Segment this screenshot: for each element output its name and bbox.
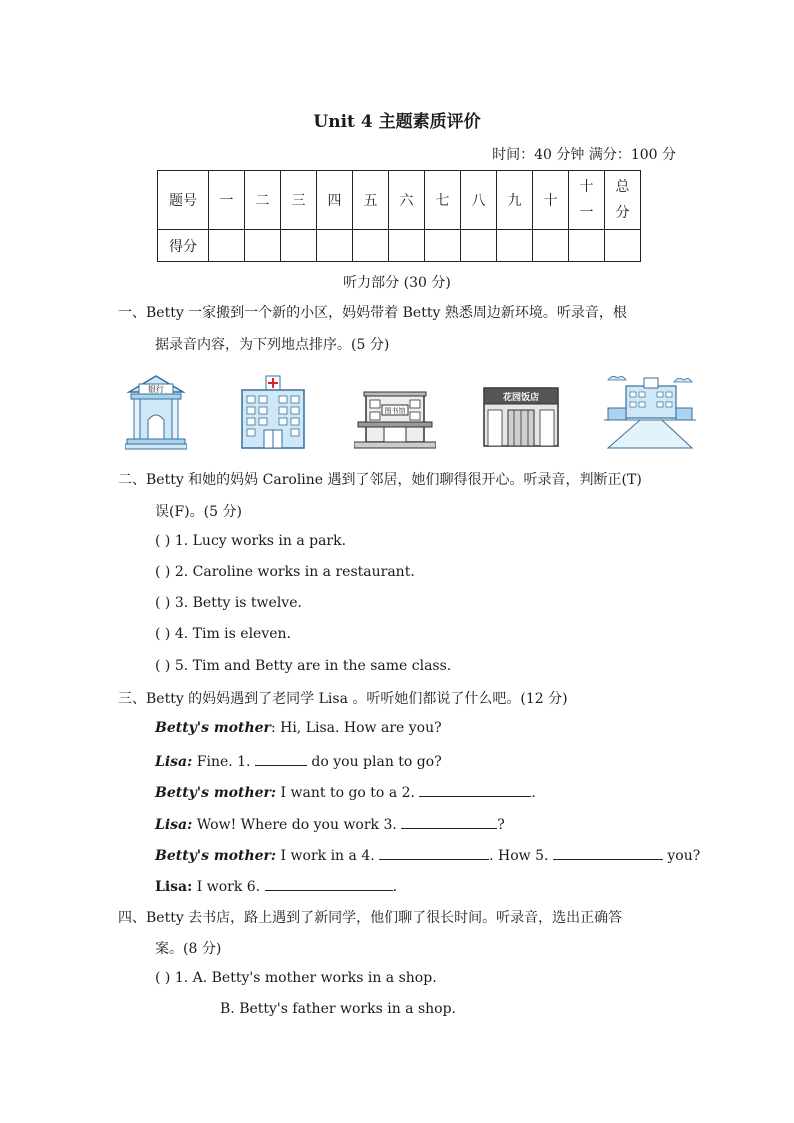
q2-line1: 二、Betty 和她的妈妈 Caroline 遇到了邻居，她们聊得很开心。听录音，判断正(T) [118,472,642,488]
dialog-text: Fine. 1. [192,754,255,770]
q2-item-1[interactable]: ( ) 1. Lucy works in a park. [155,533,347,549]
blank-4[interactable] [379,845,489,860]
score-cell[interactable] [353,230,389,262]
q4-line2: 案。(8 分) [155,941,222,957]
col-total [605,171,641,230]
col-11-top: 十 [579,179,594,195]
dialog-text: : Hi, Lisa. How are you? [270,720,442,736]
speaker: Betty's mother: [155,848,277,864]
blank-6[interactable] [265,876,393,891]
q3-dialog-2 [155,751,442,770]
bookstore-building-image [354,372,436,450]
score-cell[interactable] [605,230,641,262]
dialog-text: I work 6. [192,879,265,895]
speaker: Lisa: [155,879,193,895]
dialog-text: . [392,879,398,895]
dialog-text: ? [497,817,505,833]
speaker: Lisa: [155,754,193,770]
col-3: 三 [281,171,317,230]
q4-item-1-option-a[interactable]: ( ) 1. A. Betty's mother works in a shop. [155,970,437,986]
bookstore-sign: 图书馆 [384,407,406,415]
col-11-bottom: 一 [579,205,594,221]
shop-sign: 花园饭店 [502,393,540,403]
q2-item-2[interactable]: ( ) 2. Caroline works in a restaurant. [155,564,415,580]
score-cell[interactable] [389,230,425,262]
score-cell[interactable] [425,230,461,262]
header-label: 题号 [158,171,209,230]
score-cell[interactable] [533,230,569,262]
col-9: 九 [497,171,533,230]
col-1: 一 [209,171,245,230]
q3-line1: 三、Betty 的妈妈遇到了老同学 Lisa 。听听她们都说了什么吧。(12 分) [118,691,568,707]
shop-building-image [480,372,562,450]
dialog-text: . How 5. [489,848,553,864]
q3-dialog-1 [155,720,442,736]
q3-dialog-5 [155,845,700,864]
score-cell[interactable] [461,230,497,262]
page-title: Unit 4 主题素质评价 [313,112,481,132]
q4-line1: 四、Betty 去书店，路上遇到了新同学，他们聊了很长时间。听录音，选出正确答 [118,910,623,926]
listening-heading: 听力部分 (30 分) [343,275,451,291]
col-11 [569,171,605,230]
blank-1[interactable] [255,751,307,766]
dialog-text: I work in a 4. [276,848,380,864]
dialog-text: Wow! Where do you work 3. [192,817,402,833]
q2-line2: 误(F)。(5 分) [155,504,242,520]
dialog-text: you? [662,848,701,864]
dialog-text: . [531,785,536,801]
dialog-text: do you plan to go? [306,754,442,770]
col-6: 六 [389,171,425,230]
speaker: Betty's mother [155,720,271,736]
score-cell[interactable] [569,230,605,262]
q3-dialog-6 [155,876,397,895]
col-5: 五 [353,171,389,230]
bank-building-image [125,372,187,450]
q3-dialog-4 [155,814,505,833]
q2-item-5[interactable]: ( ) 5. Tim and Betty are in the same class. [155,658,452,674]
speaker: Lisa: [155,817,193,833]
total-top: 总 [615,179,630,195]
q4-item-1-option-b[interactable]: B. Betty's father works in a shop. [220,1001,457,1017]
col-8: 八 [461,171,497,230]
score-table-header-row [158,171,641,230]
col-4: 四 [317,171,353,230]
q3-dialog-3 [155,782,536,801]
total-bottom: 分 [615,205,630,221]
blank-3[interactable] [401,814,497,829]
dialog-text: I want to go to a 2. [276,785,420,801]
col-2: 二 [245,171,281,230]
bank-sign: 银行 [148,385,164,394]
col-10: 十 [533,171,569,230]
score-cell[interactable] [245,230,281,262]
score-cell[interactable] [497,230,533,262]
speaker: Betty's mother: [155,785,277,801]
score-cell[interactable] [281,230,317,262]
score-table-score-row [158,230,641,262]
col-7: 七 [425,171,461,230]
score-cell[interactable] [317,230,353,262]
school-building-image [604,372,696,452]
score-table [157,170,641,262]
score-cell[interactable] [209,230,245,262]
q1-line2: 据录音内容，为下列地点排序。(5 分) [155,337,390,353]
q2-item-4[interactable]: ( ) 4. Tim is eleven. [155,626,291,642]
blank-2[interactable] [419,782,531,797]
blank-5[interactable] [553,845,663,860]
time-info: 时间：40 分钟 满分：100 分 [492,147,676,163]
row-label: 得分 [158,230,209,262]
q2-item-3[interactable]: ( ) 3. Betty is twelve. [155,595,302,611]
hospital-building-image [238,372,308,450]
q1-line1: 一、Betty 一家搬到一个新的小区，妈妈带着 Betty 熟悉周边新环境。听录音，根 [118,305,627,321]
